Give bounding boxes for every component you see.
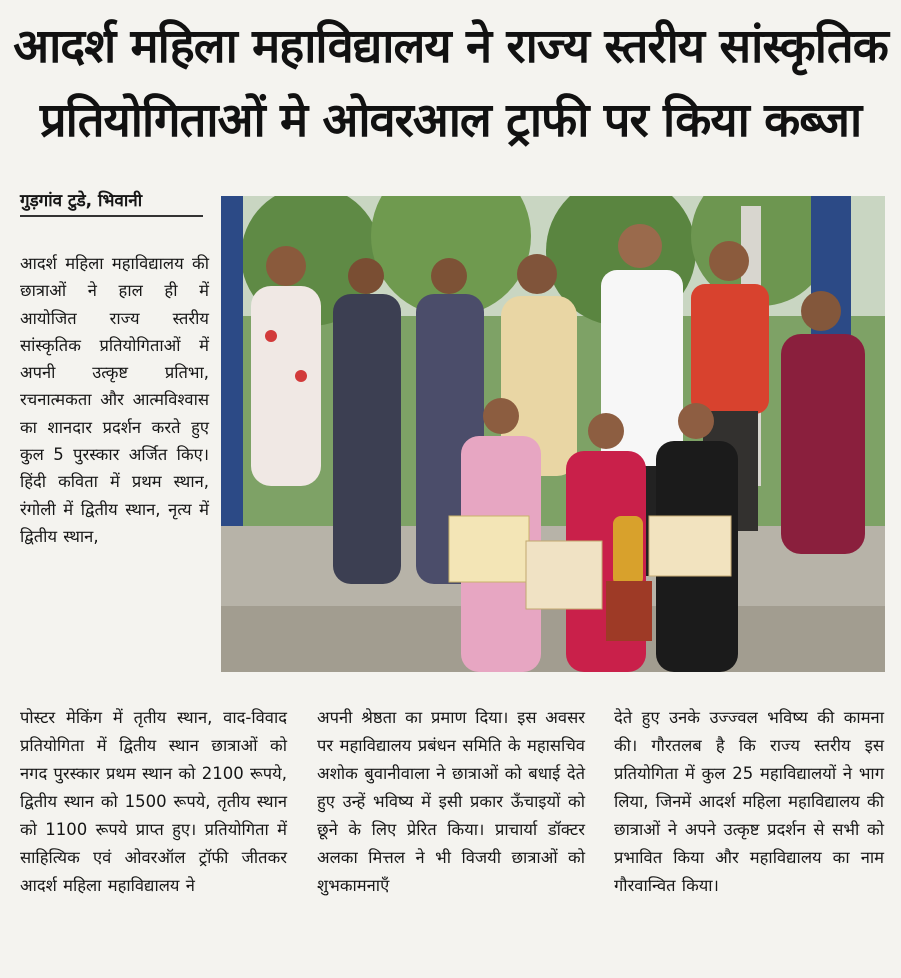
- headline-line-2: प्रतियोगिताओं मे ओवरआल ट्राफी पर किया कब्जा: [39, 93, 862, 148]
- headline: [0, 10, 901, 158]
- article-text-intro: आदर्श महिला महाविद्यालय की छात्राओं ने हाल ही में आयोजित राज्य स्तरीय सांस्कृतिक प्रतियोगिताओं में अपनी उत्कृष्ट प्रतिभा, रचनात्मकता और आत्मविश्वास का शानदार प्रदर्शन करते हुए कुल 5 पुरस्कार अर्जित किए। हिंदी कविता में प्रथम स्थान, रंगोली में द्वितीय स्थान, नृत्य में द्वितीय स्थान,: [20, 254, 209, 546]
- group-photo-illustration: [221, 196, 885, 672]
- article-text-column-3: देते हुए उनके उज्ज्वल भविष्य की कामना की। गौरतलब है कि राज्य स्तरीय इस प्रतियोगिता में कुल 25 महाविद्यालयों ने भाग लिया, जिनमें आदर्श महिला महाविद्यालय की छात्राओं ने अपने उत्कृष्ट प्रदर्शन से सभी को प्रभावित किया और महाविद्यालय का नाम गौरवान्वित किया।: [614, 708, 884, 895]
- article-text-column-2: अपनी श्रेष्ठता का प्रमाण दिया। इस अवसर पर महाविद्यालय प्रबंधन समिति के महासचिव अशोक बुवानीवाला ने छात्राओं को बधाई देते हुए उन्हें भविष्य में इसी प्रकार ऊँचाइयों को छूने के लिए प्रेरित किया। प्राचार्या डॉक्टर अलका मित्तल ने भी विजयी छात्राओं को शुभकामनाएँ: [317, 708, 585, 895]
- headline-line-1: आदर्श महिला महाविद्यालय ने राज्य स्तरीय सांस्कृतिक: [13, 19, 888, 74]
- article-text-column-1: पोस्टर मेकिंग में तृतीय स्थान, वाद-विवाद प्रतियोगिता में द्वितीय स्थान छात्राओं को नगद पुरस्कार प्रथम स्थान को 2100 रूपये, द्वितीय स्थान को 1500 रूपये, तृतीय स्थान को 1100 रूपये प्राप्त हुए। प्रतियोगिता में साहित्यिक एवं ओवरऑल ट्रॉफी जीतकर आदर्श महिला महाविद्यालय ने: [20, 708, 287, 895]
- group-photo: [221, 196, 885, 672]
- dateline: गुड़गांव टुडे, भिवानी: [20, 188, 203, 217]
